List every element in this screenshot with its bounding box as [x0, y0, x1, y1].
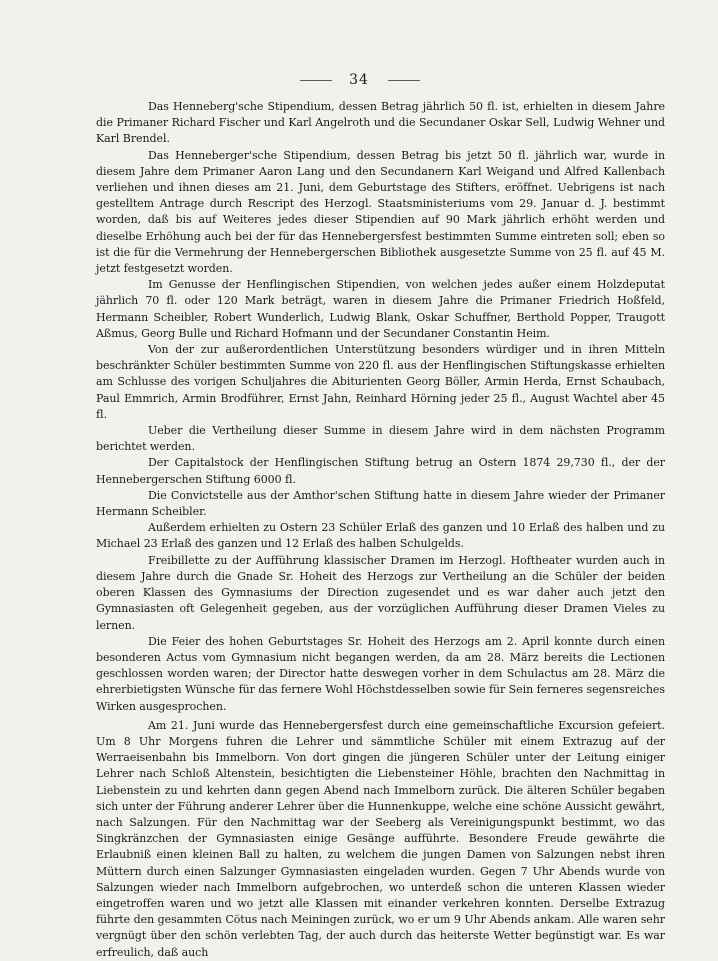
paragraph-extraordinary-support: Von der zur außerordentlichen Unterstützung besonders würdiger und in ihren Mitteln beschränkter Schüler bestimmten Summe von 220 fl. aus der Henflingischen Stiftungskasse erhielten am Schlusse des vorigen Schuljahres die Abiturienten Georg Böller, Armin Herda, Ernst Schaubach, Paul Emmrich, Armin Brodführer, Ernst Jahn, Reinhard Hörning jeder 25 fl., August Wachtel aber 45 fl. — [96, 343, 665, 421]
paragraph-school-fee-waivers: Außerdem erhielten zu Ostern 23 Schüler Erlaß des ganzen und 10 Erlaß des halben und zu Michael 23 Erlaß des ganzen und 12 Erlaß des halben Schulgelds. — [96, 521, 665, 551]
paragraph-henneberg-stipend: Das Henneberg'sche Stipendium, dessen Betrag jährlich 50 fl. ist, erhielten in diesem Jahre die Primaner Richard Fischer und Karl Angelroth und die Secundaner Oskar Sell, Ludwig Wehner und Karl Brendel. — [96, 100, 665, 146]
paragraph-excursion: Am 21. Juni wurde das Hennebergersfest durch eine gemeinschaftliche Excursion gefeiert. Um 8 Uhr Morgens fuhren die Lehrer und sämmtliche Schüler mit einem Extrazug auf der Werraeisenbahn bis Immelborn. Von dort gingen die jüngeren Schüler unter der Leitung einiger Lehrer nach Schloß Altenstein, besichtigten die Liebensteiner Höhle, brachten den Nachmittag in Liebenstein zu und kehrten dann gegen Abend nach Immelborn zurück. Die älteren Schüler begaben sich unter der Führung anderer Lehrer über die Hunnenkuppe, welche eine schöne Aussicht gewährt, nach Salzungen. Für den Nachmittag war der Seeberg als Vereinigungspunkt bestimmt, wo das Singkränzchen der Gymnasiasten einige Gesänge aufführte. Besondere Freude gewährte die Erlaubniß einen kleinen Ball zu halten, zu welchem die jungen Damen von Salzungen nebst ihren Müttern durch einen Salzunger Gymnasiasten eingeladen wurden. Gegen 7 Uhr Abends wurde von Salzungen wieder nach Immelborn aufgebrochen, wo unterdeß schon die unteren Klassen wieder eingetroffen waren und wo jetzt alle Klassen mit einander verkehren konnten. Derselbe Extrazug führte den gesammten Cötus nach Meiningen zurück, wo er um 9 Uhr Abends ankam. Alle waren sehr vergnügt über den schön verlebten Tag, der auch durch das heiterste Wetter begünstigt war. Es war erfreulich, daß auch — [96, 718, 665, 959]
paragraph-distribution-note: Ueber die Vertheilung dieser Summe in diesem Jahre wird in dem nächsten Programm berichtet werden. — [96, 424, 665, 454]
paragraph-convict-position: Die Convictstelle aus der Amthor'schen Stiftung hatte in diesem Jahre wieder der Primaner Hermann Scheibler. — [96, 488, 665, 519]
page-number: 34 — [349, 72, 369, 88]
paragraph-henneberger-stipend: Das Henneberger'sche Stipendium, dessen Betrag bis jetzt 50 fl. jährlich war, wurde in diesem Jahre dem Primaner Aaron Lang und den Secundanern Karl Weigand und Alfred Kallenbach verliehen und ihnen dieses am 21. Juni, dem Geburtstage des Stifters, eröffnet. Uebrigens ist nach gestelltem Antrage durch Rescript des Herzogl. Staatsministeriums vom 29. Januar d. J. bestimmt worden, daß bis auf Weiteres jedes dieser Stipendien auf 90 Mark jährlich erhöht werden und dieselbe Erhöhung auch bei der für das Hennebergersfest bestimmten Summe eintreten soll; eben so ist die für die Vermehrung der Hennebergerschen Bibliothek ausgesetzte Summe von 25 fl. auf 45 M. jetzt festgesetzt worden. — [96, 148, 665, 276]
body-text — [96, 99, 665, 961]
paragraph-theatre-tickets: Freibillette zu der Aufführung klassischer Dramen im Herzogl. Hoftheater wurden auch in diesem Jahre durch die Gnade Sr. Hoheit des Herzogs zur Vertheilung an die Schüler der beiden oberen Klassen des Gymnasiums der Direction zugesendet und es war daher auch jetzt den Gymnasiasten oft Gelegenheit gegeben, aus der vorzüglichen Aufführung dieser Dramen Vieles zu lernen. — [96, 553, 665, 632]
paragraph-henfling-stipends: Im Genusse der Henflingischen Stipendien, von welchen jedes außer einem Holzdeputat jährlich 70 fl. oder 120 Mark beträgt, waren in diesem Jahre die Primaner Friedrich Hoßfeld, Hermann Scheibler, Robert Wunderlich, Ludwig Blank, Oskar Schuffner, Berthold Popper, Traugott Aßmus, Georg Bulle und Richard Hofmann und der Secundaner Constantin Heim. — [96, 278, 665, 340]
header-rule-right — [388, 80, 420, 81]
paragraph-duke-birthday: Die Feier des hohen Geburtstages Sr. Hoheit des Herzogs am 2. April konnte durch einen besonderen Actus vom Gymnasium nicht begangen werden, da am 28. März bereits die Lectionen geschlossen worden waren; der Director hatte deswegen vorher in dem Schulactus am 28. März die ehrerbietigsten Wünsche für das fernere Wohl Höchstdesselben sowie für Sein ferneres segensreiches Wirken ausgesprochen. — [96, 634, 665, 713]
paragraph-capital-stock: Der Capitalstock der Henflingischen Stiftung betrug an Ostern 1874 29,730 fl., der der Hennebergerschen Stiftung 6000 fl. — [96, 456, 665, 486]
